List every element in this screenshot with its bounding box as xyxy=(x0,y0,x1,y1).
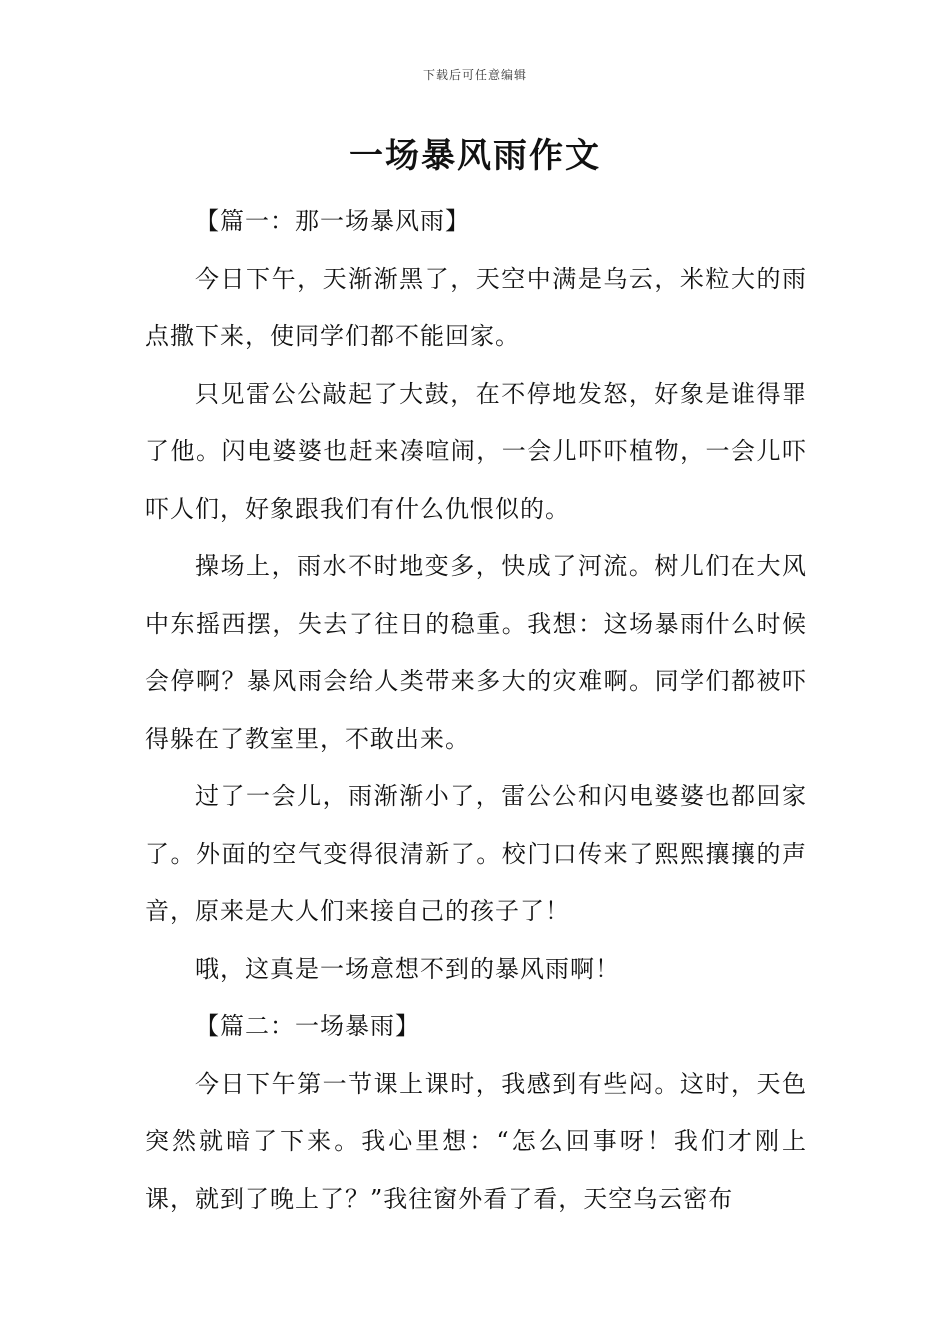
document-body xyxy=(145,193,807,1228)
paragraph: 今日下午第一节课上课时，我感到有些闷。这时，天色突然就暗了下来。我心里想：“怎么回事呀！我们才刚上课，就到了晚上了？”我往窗外看了看，天空乌云密布 xyxy=(145,1069,807,1213)
paragraph: 过了一会儿，雨渐渐小了，雷公公和闪电婆婆也都回家了。外面的空气变得很清新了。校门口传来了熙熙攘攘的声音，原来是大人们来接自己的孩子了！ xyxy=(145,782,807,925)
section-heading-2: 【篇二：一场暴雨】 xyxy=(195,1012,420,1040)
document-title: 一场暴风雨作文 xyxy=(349,136,601,176)
section-heading-1: 【篇一：那一场暴风雨】 xyxy=(195,207,470,235)
header-note: 下载后可任意编辑 xyxy=(422,68,527,82)
paragraph: 只见雷公公敲起了大鼓，在不停地发怒，好象是谁得罪了他。闪电婆婆也赶来凑喧闹，一会儿吓吓植物，一会儿吓吓人们，好象跟我们有什么仇恨似的。 xyxy=(145,379,807,523)
paragraph: 哦，这真是一场意想不到的暴风雨啊！ xyxy=(195,954,620,983)
paragraph: 操场上，雨水不时地变多，快成了河流。树儿们在大风中东摇西摆，失去了往日的稳重。我想：这场暴雨什么时候会停啊？暴风雨会给人类带来多大的灾难啊。同学们都被吓得躲在了教室里，不敢出来。 xyxy=(145,552,807,753)
paragraph: 今日下午，天渐渐黑了，天空中满是乌云，米粒大的雨点撒下来，使同学们都不能回家。 xyxy=(145,264,807,350)
